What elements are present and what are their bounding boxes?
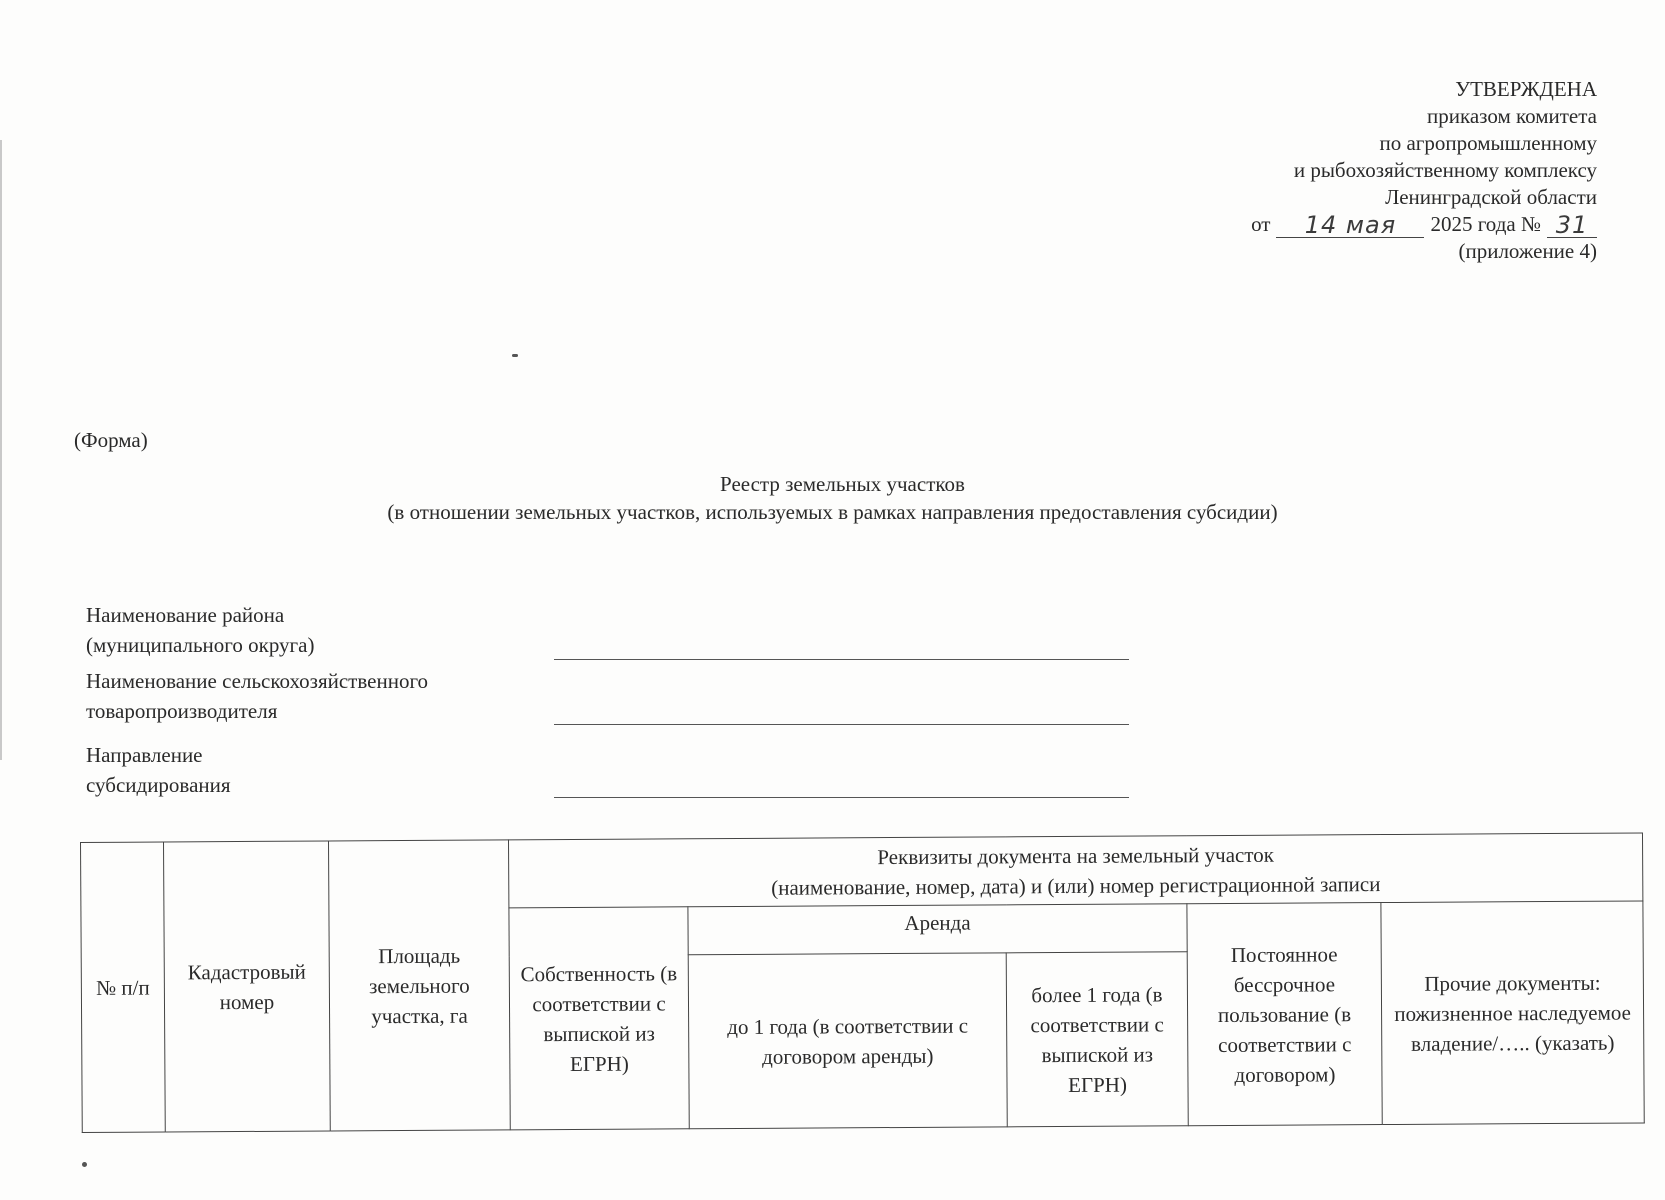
header-permanent-use: Постоянное бессрочное пользование (в соответствии с договором) [1187,903,1382,1126]
field-subsidy-blank[interactable] [554,797,1129,798]
header-requisites-line2: (наименование, номер, дата) и (или) номер регистрационной записи [771,871,1381,900]
approval-stamp-block [1251,76,1597,265]
handwritten-date: 14 мая [1276,213,1424,238]
approval-committee-2: и рыбохозяйственному комплексу [1293,158,1597,182]
approval-date-line [1251,211,1597,238]
approval-title: УТВЕРЖДЕНА [1455,77,1597,101]
field-district-blank[interactable] [554,659,1129,660]
header-land-area: Площадь земельного участка, га [328,840,510,1131]
approval-committee-1: по агропромышленному [1379,131,1597,155]
date-prefix: от [1251,212,1271,236]
land-registry-table [80,832,1645,1133]
field-district [86,600,314,660]
header-document-requisites [508,833,1642,908]
header-cadastral-number: Кадастровый номер [164,841,331,1132]
field-district-label-1: Наименование района [86,603,285,627]
header-lease: Аренда [688,904,1187,955]
field-producer-blank[interactable] [554,724,1129,725]
scan-speck [82,1162,87,1167]
approval-appendix: (приложение 4) [1458,239,1597,263]
header-requisites-line1: Реквизиты документа на земельный участок [877,842,1274,869]
scan-speck [512,354,518,357]
document-title-subtitle: (в отношении земельных участков, используемых в рамках направления предоставления субсидии) [387,500,1278,524]
header-row-number: № п/п [81,842,166,1133]
header-ownership: Собственность (в соответствии с выпиской из ЕГРН) [509,907,689,1130]
field-producer-label-2: товаропроизводителя [86,699,278,723]
header-lease-long: более 1 года (в соответствии с выпиской из ЕГРН) [1006,952,1188,1127]
year-text: 2025 года № [1430,212,1541,236]
header-lease-short: до 1 года (в соответствии с договором аренды) [688,953,1007,1129]
approval-order: приказом комитета [1426,104,1597,128]
field-subsidy-label-1: Направление [86,743,203,767]
document-title [0,470,1665,526]
field-subsidy-direction [86,740,231,800]
field-producer [86,666,428,726]
field-producer-label-1: Наименование сельскохозяйственного [86,669,429,693]
field-subsidy-label-2: субсидирования [86,773,231,797]
scan-edge-shadow [0,140,2,760]
handwritten-order-number: 31 [1547,213,1597,238]
header-other-documents: Прочие документы: пожизненное наследуемое владение/….. (указать) [1381,901,1644,1125]
approval-region: Ленинградской области [1385,185,1597,209]
form-label: (Форма) [74,428,148,452]
document-title-main: Реестр земельных участков [720,472,965,496]
field-district-label-2: (муниципального округа) [86,633,315,657]
